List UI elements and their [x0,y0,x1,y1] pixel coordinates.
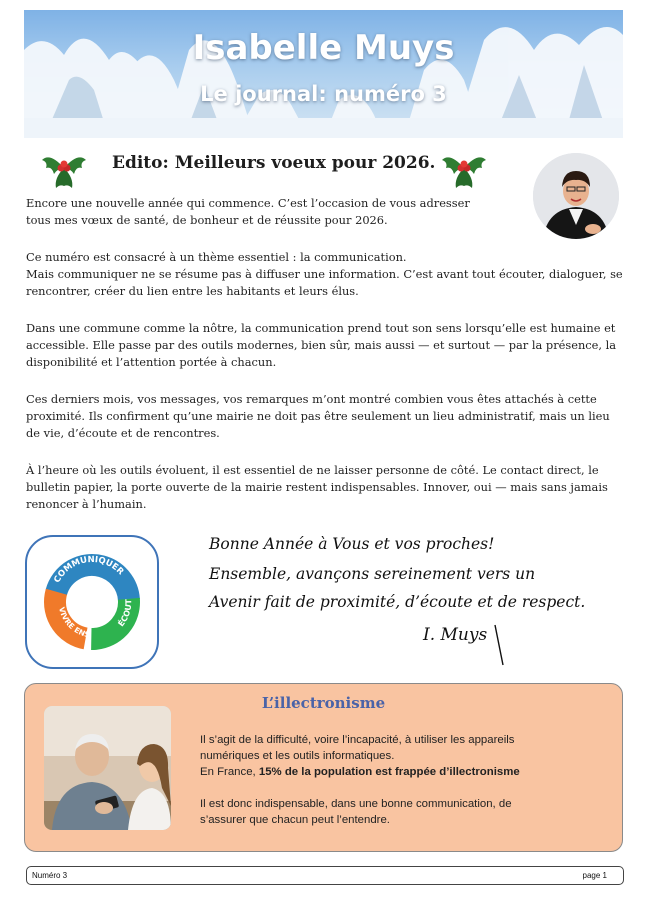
page-number: page 1 [582,871,607,880]
edito-title: Edito: Meilleurs voeux pour 2026. [112,153,436,173]
page-footer [26,866,624,885]
edito-paragraph-2: Ce numéro est consacré à un thème essentiel : la communication. Mais communiquer ne se résume pas à diffuser une information. C’est avant tout écouter, dialoguer, se rencontrer, créer du lien entre les habitants et leurs élus. [26,250,623,298]
illectronisme-section [24,683,623,852]
handwritten-line-1: Bonne Année à Vous et vos proches! [209,535,495,553]
author-portrait [533,153,619,239]
signature: I. Muys [423,625,488,645]
edito-paragraph-5: À l’heure où les outils évoluent, il est essentiel de ne laisser personne de côté. Le contact direct, le bulletin papier, la porte ouverte de la mairie restent indispensables. Innover, oui — mais sans jamais renoncer à l’humain. [26,463,608,511]
logo-label-ecouter: ÉCOUT [116,598,134,629]
logo-label-vivre: VIVRE ENS [57,606,91,640]
edito-paragraph-3: Dans une commune comme la nôtre, la communication prend tout son sens lorsqu’elle est humaine et accessible. Elle passe par des outils modernes, bien sûr, mais aussi — et surtout — par la présence, la disponibilité et l’attention portée à chacun. [26,321,617,369]
illectronisme-text: Il s’agit de la difficulté, voire l’incapacité, à utiliser les appareils numériques et les outils informatiques. En France, 15% de la population est frappée d’illectronisme Il est donc indispensable, dans une bonne communication, de s’assurer que chacun peut l’entendre. [200,734,520,826]
header-banner [24,10,623,138]
issue-number: Numéro 3 [32,871,68,880]
holly-left-icon [40,146,88,190]
seniors-using-phone-photo [44,706,171,830]
banner-title: Isabelle Muys [192,28,455,68]
signature-flourish [195,525,595,675]
banner-subtitle: Le journal: numéro 3 [200,82,447,106]
edito-paragraph-1: Encore une nouvelle année qui commence. C’est l’occasion de vous adresser tous mes vœux de santé, de bonheur et de réussite pour 2026. [26,196,470,227]
handwritten-line-2: Ensemble, avançons sereinement vers un [209,565,536,583]
holly-right-icon [440,146,488,190]
edito-paragraph-4: Ces derniers mois, vos messages, vos remarques m’ont montré combien vous êtes attachés à cette proximité. Ils confirment qu’une mairie ne doit pas être seulement un lieu administratif, mais un lieu de vie, d’écoute et de rencontres. [26,392,610,440]
logo-label-communiquer: COMMUNIQUER [52,554,126,585]
illectronisme-stat: 15% de la population est frappée d’illectronisme [258,766,520,778]
handwritten-message [195,525,595,675]
communication-cycle-logo [25,535,159,669]
illectronisme-title: L’illectronisme [261,694,386,712]
handwritten-line-3: Avenir fait de proximité, d’écoute et de respect. [209,593,586,611]
